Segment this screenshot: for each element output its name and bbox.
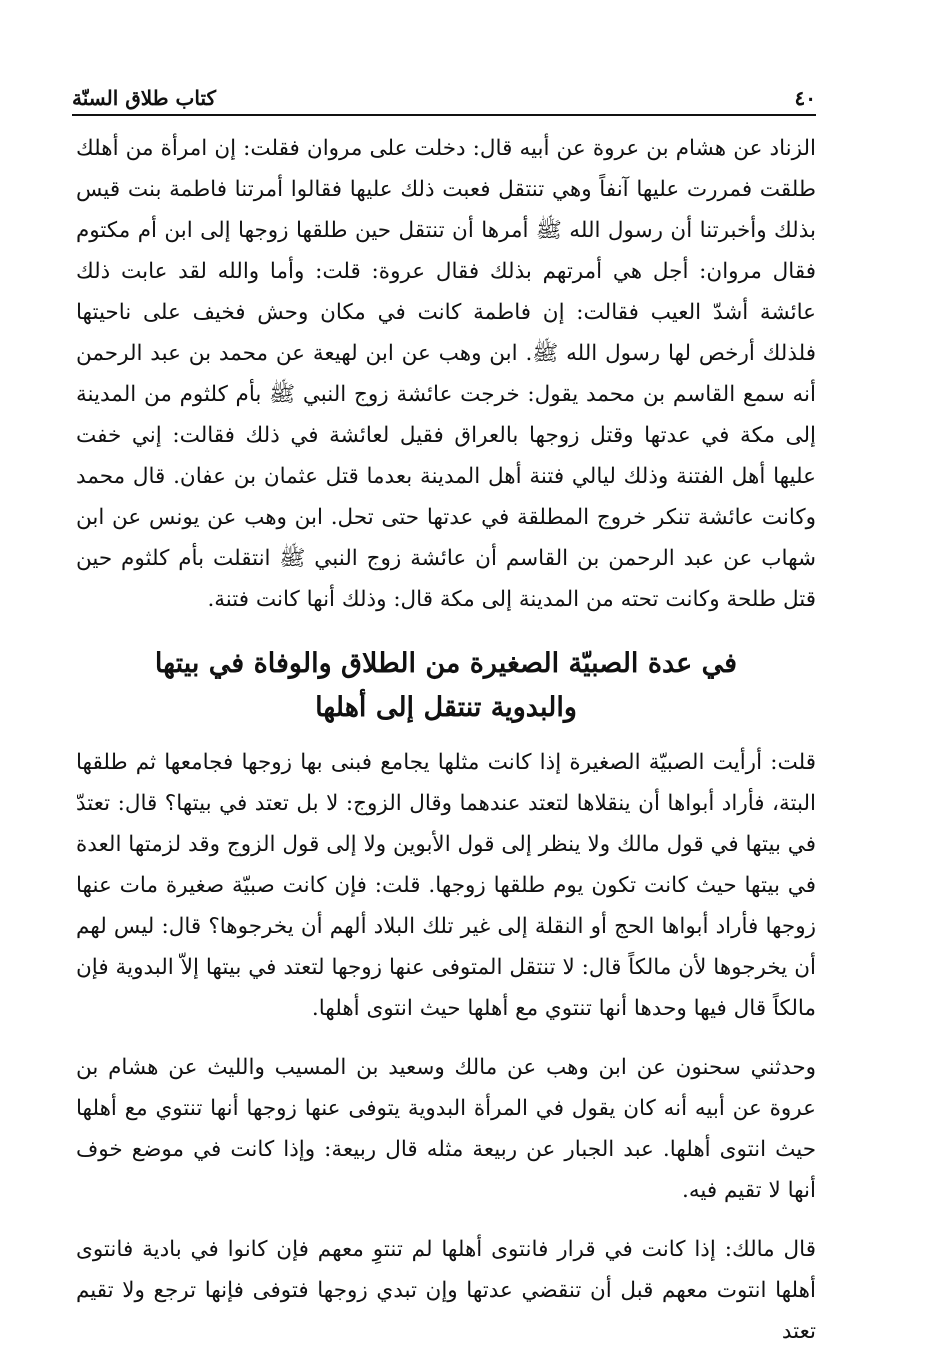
running-header bbox=[72, 76, 816, 110]
section-heading-line-2: والبدوية تنتقل إلى أهلها bbox=[315, 692, 577, 723]
book-title: كتاب طلاق السنّة bbox=[72, 86, 217, 110]
main-text bbox=[76, 128, 816, 1352]
paragraph-1: الزناد عن هشام بن عروة عن أبيه قال: دخلت على مروان فقلت: إن امرأة من أهلك طلقت فمررت عليها آنفاً وهي تنتقل فعبت ذلك عليها فقالوا أمرتنا فاطمة بنت قيس بذلك وأخبرتنا أن رسول الله ﷺ أمرها أن تنتقل حين طلقها زوجها إلى ابن أم مكتوم فقال مروان: أجل هي أمرتهم بذلك فقال عروة: قلت: وأما والله لقد عابت ذلك عائشة أشدّ العيب فقالت: إن فاطمة كانت في مكان وحش فخيف على ناحيتها فلذلك أرخص لها رسول الله ﷺ. ابن وهب عن ابن لهيعة عن محمد بن عبد الرحمن أنه سمع القاسم بن محمد يقول: خرجت عائشة زوج النبي ﷺ بأم كلثوم من المدينة إلى مكة في عدتها وقتل زوجها بالعراق فقيل لعائشة في ذلك فقالت: إني خفت عليها أهل الفتنة وذلك ليالي فتنة أهل المدينة بعدما قتل عثمان بن عفان. قال محمد وكانت عائشة تنكر خروج المطلقة في عدتها حتى تحل. ابن وهب عن يونس عن ابن شهاب عن عبد الرحمن بن القاسم أن عائشة زوج النبي ﷺ انتقلت بأم كلثوم حين قتل طلحة وكانت تحته من المدينة إلى مكة قال: وذلك أنها كانت فتنة. bbox=[76, 136, 816, 612]
section-heading-line-1: في عدة الصبيّة الصغيرة من الطلاق والوفاة في بيتها bbox=[154, 648, 738, 679]
page-number: ٤٠ bbox=[794, 86, 816, 110]
header-rule bbox=[72, 114, 816, 116]
paragraph-4: قال مالك: إذا كانت في قرار فانتوى أهلها لم تنتوِ معهم فإن كانوا في بادية فانتوى أهلها انتوت معهم قبل أن تنقضي عدتها وإن تبدي زوجها فتوفى فإنها ترجع ولا تقيم تعتد bbox=[76, 1237, 816, 1344]
paragraph-3: وحدثني سحنون عن ابن وهب عن مالك وسعيد بن المسيب والليث عن هشام بن عروة عن أبيه أنه كان يقول في المرأة البدوية يتوفى عنها زوجها أنها تنتوي مع أهلها حيث انتوى أهلها. عبد الجبار عن ربيعة مثله قال ربيعة: وإذا كانت في موضع خوف أنها لا تقيم فيه. bbox=[76, 1055, 816, 1203]
paragraph-2: قلت: أرأيت الصبيّة الصغيرة إذا كانت مثلها يجامع فبنى بها زوجها فجامعها ثم طلقها البتة، فأراد أبواها أن ينقلاها لتعتد عندهما وقال الزوج: لا بل تعتد في بيتها؟ قال: تعتدّ في بيتها في قول مالك ولا ينظر إلى قول الأبوين ولا إلى قول الزوج وقد لزمتها العدة في بيتها حيث كانت تكون يوم طلقها زوجها. قلت: فإن كانت صبيّة صغيرة مات عنها زوجها فأراد أبواها الحج أو النقلة إلى غير تلك البلاد ألهم أن يخرجوها؟ قال: ليس لهم أن يخرجوها لأن مالكاً قال: لا تنتقل المتوفى عنها زوجها لتعتد في بيتها إلاّ البدوية فإن مالكاً قال فيها وحدها أنها تنتوي مع أهلها حيث انتوى أهلها. bbox=[76, 750, 816, 1021]
